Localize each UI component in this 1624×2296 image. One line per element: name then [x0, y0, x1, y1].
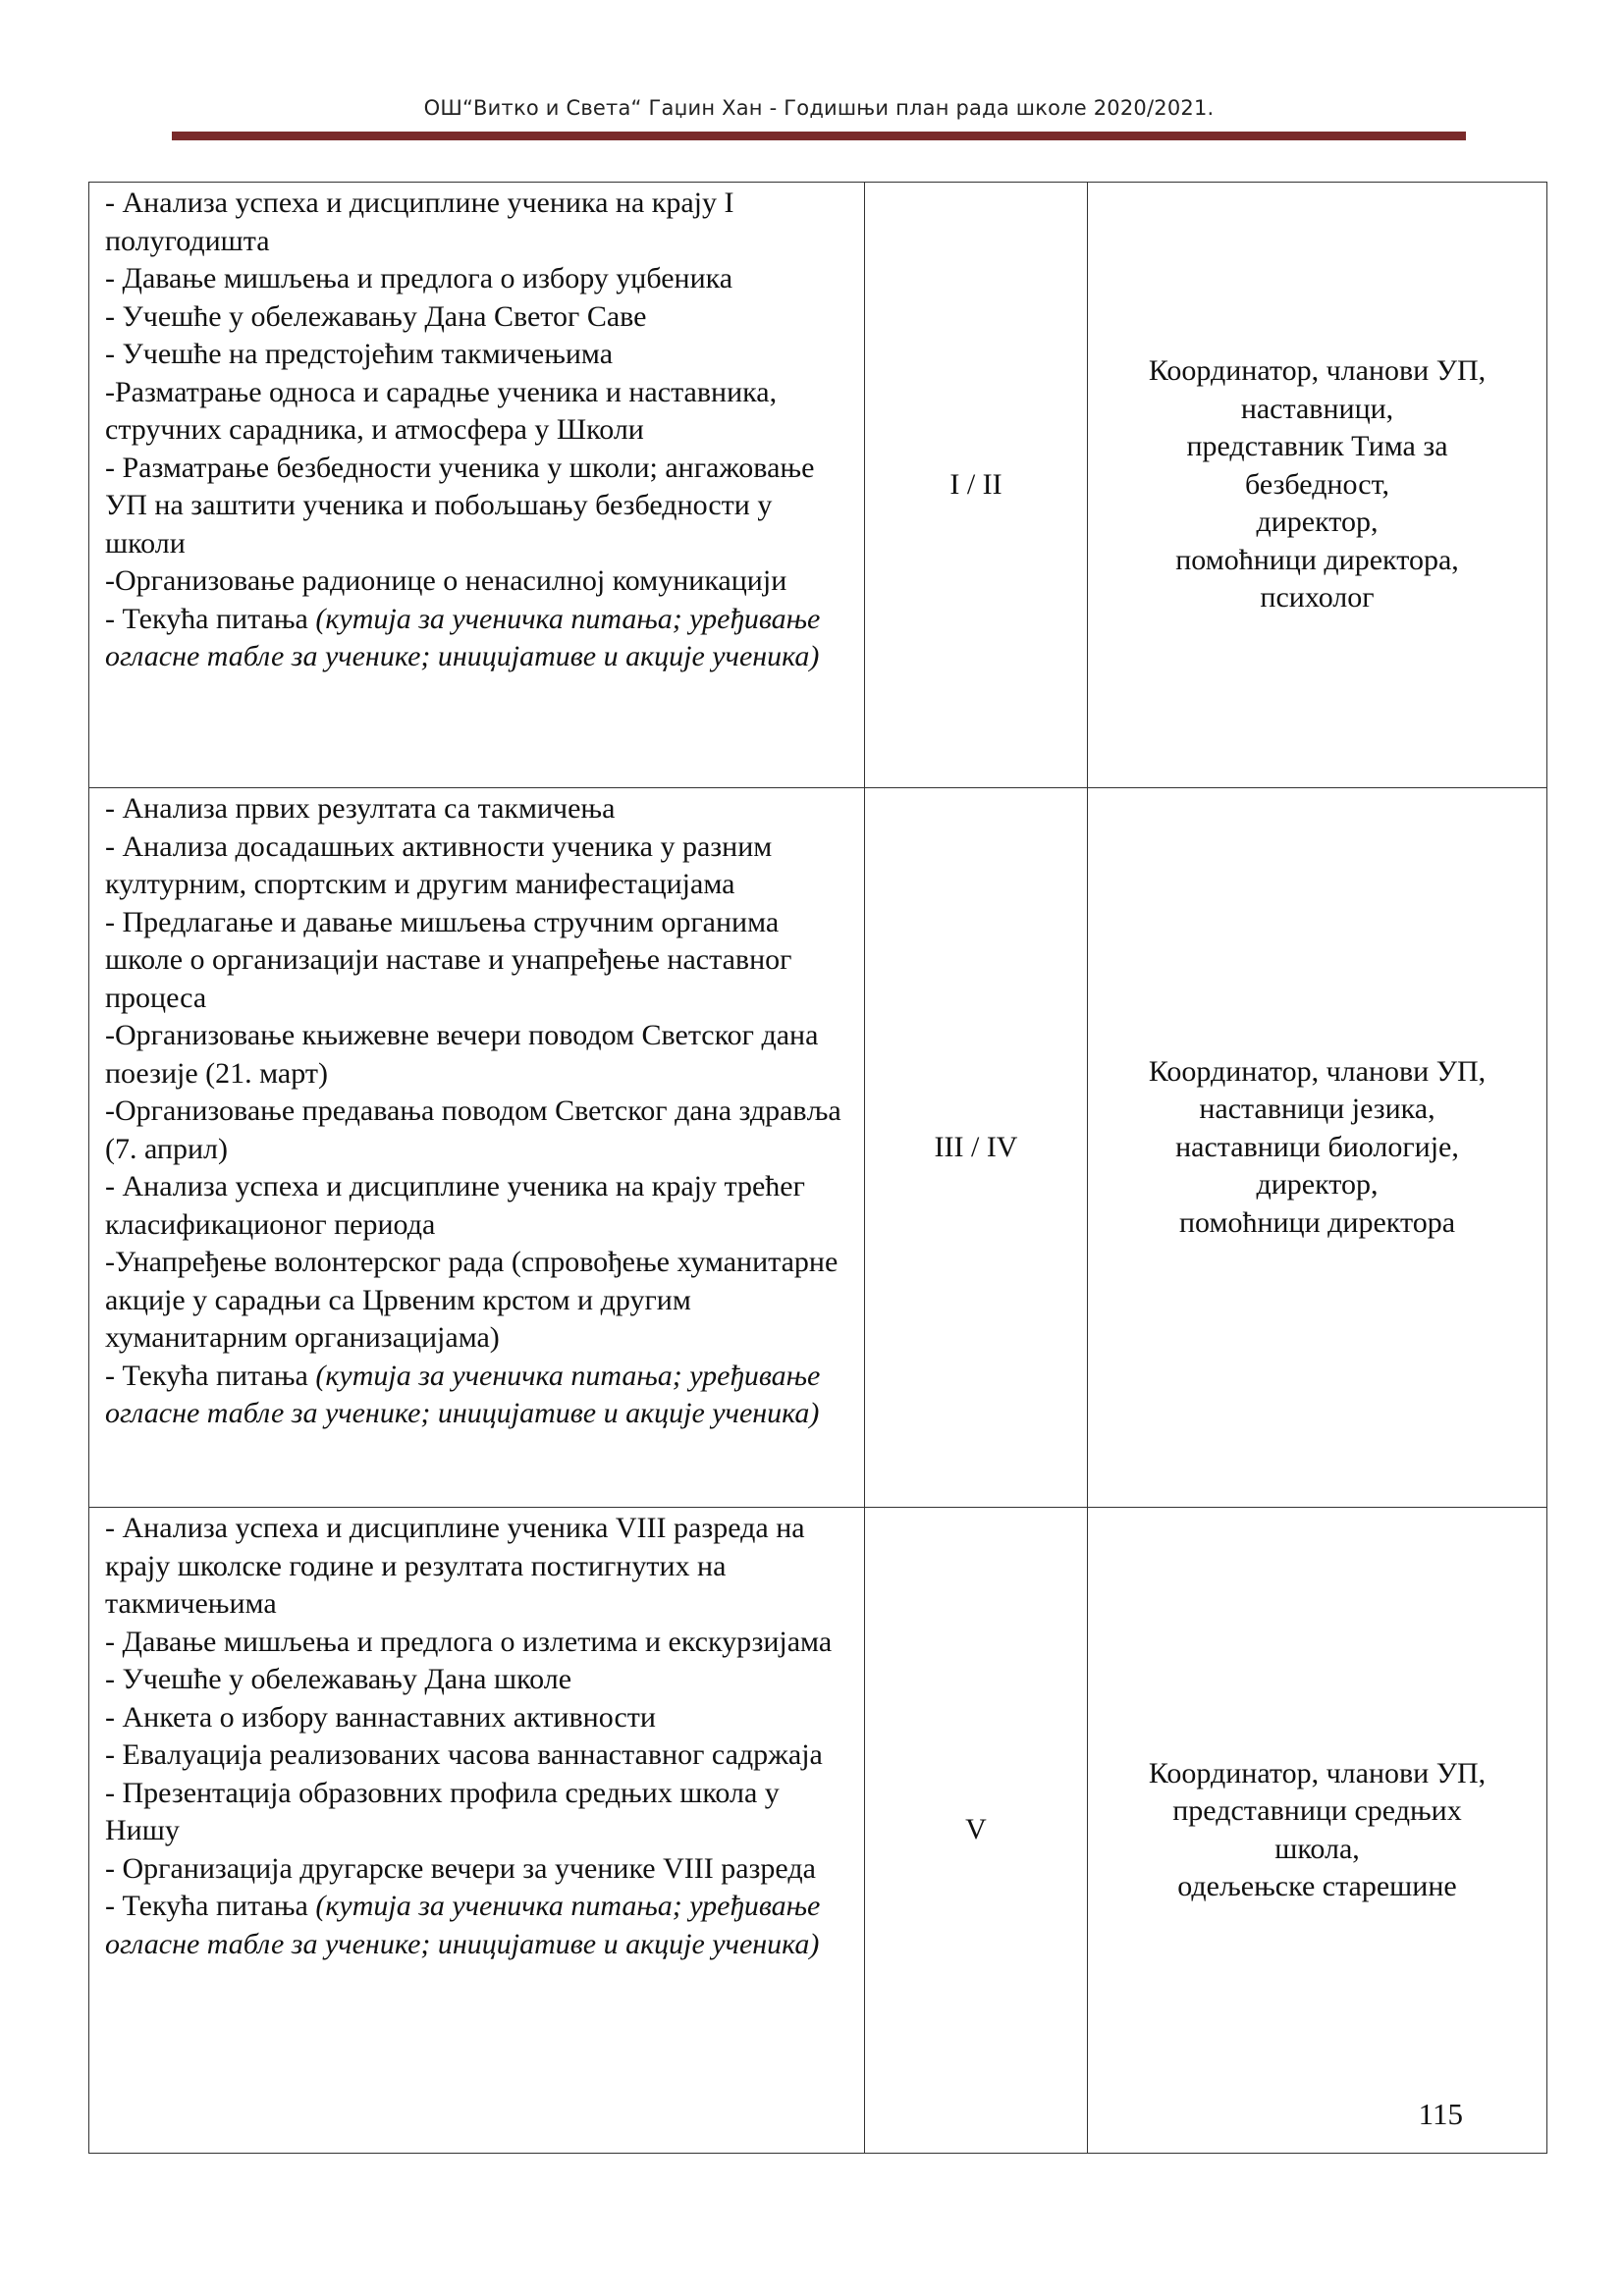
activity-item — [105, 828, 854, 904]
activity-item — [105, 601, 854, 676]
activity-text: - Давање мишљења и предлога о избору уџбеника — [105, 262, 733, 294]
responsible-line: помоћници директора — [1178, 1205, 1456, 1239]
activity-text: -Организовање радионице о ненасилној комуникацији — [105, 564, 787, 597]
responsible-line: Координатор, чланови УП, — [1148, 354, 1487, 388]
activity-text: - Текућа питања — [105, 602, 316, 635]
activity-item — [105, 1775, 854, 1850]
activity-plan-table — [88, 182, 1547, 2154]
activity-item — [105, 904, 854, 1018]
activity-item — [105, 1510, 854, 1624]
page-number: 115 — [1418, 2097, 1463, 2131]
activity-item — [105, 1850, 854, 1889]
activity-text: -Организовање књижевне вечери поводом Светског дана поезије (21. март) — [105, 1019, 819, 1090]
responsible-line: наставници биологије, — [1175, 1130, 1459, 1163]
responsible-line: директор, — [1256, 1168, 1379, 1201]
responsible-line: наставници језика, — [1199, 1093, 1435, 1126]
activity-text: - Анкета о избору ваннаставних активности — [105, 1700, 656, 1734]
activity-item — [105, 1244, 854, 1358]
activity-text: -Разматрање односа и сарадње ученика и наставника, стручних сарадника, и атмосфера у Школи — [105, 375, 778, 446]
period-cell: V — [865, 1508, 1088, 2154]
activity-text: - Анализа досадашњих активности ученика у разним културним, спортским и другим манифестацијама — [105, 829, 773, 900]
responsible-line: представник Тима за — [1186, 430, 1448, 463]
table-row — [89, 788, 1547, 1508]
activity-item — [105, 336, 854, 374]
responsible-line: школа, — [1274, 1832, 1360, 1865]
activity-note: (кутија за ученичка питања; уређивање огласне табле за ученике; иницијативе и акције ученика) — [105, 602, 821, 672]
activity-item — [105, 790, 854, 828]
activity-item — [105, 1661, 854, 1699]
period-cell: I / II — [865, 183, 1088, 788]
activities-cell — [89, 1508, 865, 2154]
activity-text: - Разматрање безбедности ученика у школи; ангажовање УП на заштити ученика и побољшању безбедности у школи — [105, 451, 815, 560]
activity-text: - Анализа успеха и дисциплине ученика на крају I полугодишта — [105, 187, 734, 257]
activity-text: -Унапређење волонтерског рада (спровођење хуманитарне акције у сарадњи са Црвеним крстом и другим хуманитарним организацијама) — [105, 1246, 839, 1354]
activity-text: -Организовање предавања поводом Светског дана здравља (7. април) — [105, 1095, 841, 1165]
responsible-line: Координатор, чланови УП, — [1148, 1756, 1487, 1789]
table-row — [89, 183, 1547, 788]
activity-item — [105, 562, 854, 601]
activity-text: - Текућа питања — [105, 1359, 316, 1392]
activity-text: - Организација другарске вечери за ученике VIII разреда — [105, 1851, 816, 1885]
activity-text: - Текућа питања — [105, 1890, 316, 1922]
activity-text: - Анализа успеха и дисциплине ученика на крају трећег класификационог периода — [105, 1170, 805, 1241]
activity-item — [105, 185, 854, 260]
activity-item — [105, 450, 854, 563]
activities-cell — [89, 183, 865, 788]
table-row — [89, 1508, 1547, 2154]
activity-text: - Давање мишљења и предлога о излетима и екскурзијама — [105, 1625, 833, 1658]
period-cell: III / IV — [865, 788, 1088, 1508]
activity-text: - Предлагање и давање мишљења стручним органима школе о организацији наставе и унапређење наставног процеса — [105, 905, 792, 1014]
page-header: ОШ“Витко и Света“ Гаџин Хан - Годишњи план рада школе 2020/2021. — [423, 96, 1215, 120]
activity-text: - Анализа успеха и дисциплине ученика VIII разреда на крају школске године и резултата постигнутих на такмичењима — [105, 1512, 805, 1620]
activity-item — [105, 1017, 854, 1093]
activity-text: - Учешће у обележавању Дана школе — [105, 1663, 572, 1695]
activity-item — [105, 260, 854, 298]
responsible-line: безбедност, — [1245, 467, 1389, 501]
activity-item — [105, 374, 854, 450]
activity-text: - Презентација образовних профила средњих школа у Нишу — [105, 1776, 780, 1846]
header-rule — [172, 132, 1466, 140]
responsible-line: наставници, — [1240, 392, 1394, 425]
responsible-line: представници средњих — [1172, 1794, 1462, 1827]
responsible-line: одељењске старешине — [1177, 1870, 1457, 1902]
activity-item — [105, 1358, 854, 1433]
responsible-cell — [1088, 788, 1547, 1508]
activity-item — [105, 1736, 854, 1775]
activity-item — [105, 1624, 854, 1662]
responsible-line: директор, — [1256, 506, 1379, 539]
activity-item — [105, 1168, 854, 1244]
activity-item — [105, 1093, 854, 1168]
activity-note: (кутија за ученичка питања; уређивање огласне табле за ученике; иницијативе и акције ученика) — [105, 1359, 821, 1429]
responsible-line: Координатор, чланови УП, — [1148, 1054, 1487, 1088]
activities-cell — [89, 788, 865, 1508]
activity-text: - Анализа првих резултата са такмичења — [105, 792, 616, 825]
responsible-cell — [1088, 1508, 1547, 2154]
activity-text: - Учешће на предстојећим такмичењима — [105, 338, 614, 370]
activity-item — [105, 298, 854, 337]
responsible-cell — [1088, 183, 1547, 788]
activity-text: - Учешће у обележавању Дана Светог Саве — [105, 299, 647, 333]
responsible-line: помоћници директора, — [1175, 543, 1459, 576]
responsible-line: психолог — [1260, 581, 1375, 614]
activity-text: - Евалуација реализованих часова ваннаставног садржаја — [105, 1738, 823, 1771]
activity-note: (кутија за ученичка питања; уређивање огласне табле за ученике; иницијативе и акције ученика) — [105, 1890, 821, 1960]
activity-item — [105, 1699, 854, 1737]
activity-item — [105, 1888, 854, 1963]
